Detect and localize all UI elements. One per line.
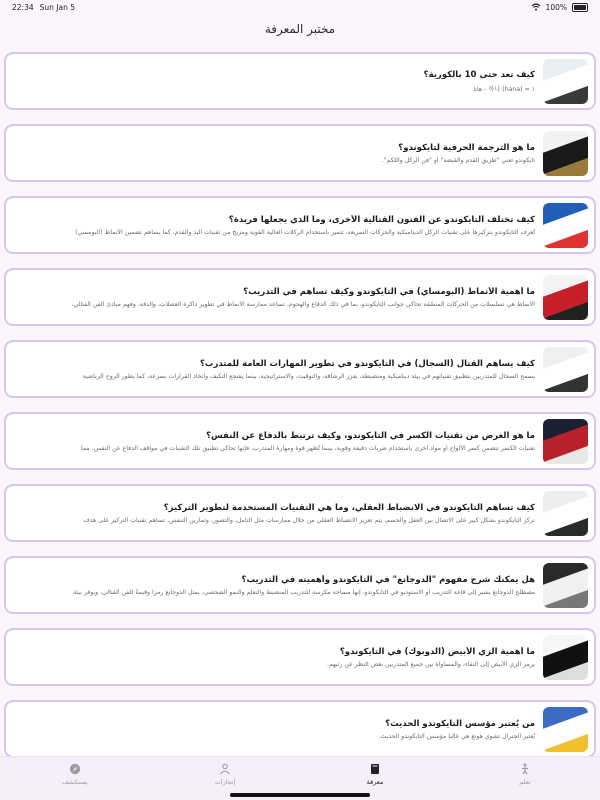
card-thumbnail [543, 635, 588, 680]
figure-icon [519, 763, 531, 775]
knowledge-card[interactable] [4, 268, 596, 326]
card-answer: يُعتبر الجنرال تشوي هونغ هي غالباً مؤسس التايكوندو الحديث. [378, 732, 535, 740]
battery-percent: 100% [545, 2, 567, 12]
knowledge-card[interactable] [4, 556, 596, 614]
card-thumbnail [543, 563, 588, 608]
card-question: كيف تعد حتى 10 بالكورية؟ [423, 69, 535, 80]
card-question: كيف تساهم التايكوندو في الانضباط العقلي، وما هي التقنيات المستخدمة لتطوير التركيز؟ [163, 502, 535, 513]
card-answer: مصطلح الدوجانغ يشير إلى قاعة التدريب أو الاستوديو في التايكوندو، إنها مساحة مكرسة للتدريب المنضبط والتعلم والنمو الشخصي، يمثل الدوجانغ رمزاً وقيمةً للفن القتالي، ويوفر بيئة [73, 588, 535, 596]
knowledge-card[interactable] [4, 196, 596, 254]
compass-icon [69, 763, 81, 775]
knowledge-card[interactable] [4, 412, 596, 470]
card-question: كيف يساهم القتال (السجال) في التايكوندو في تطوير المهارات العامة للمتدرب؟ [200, 358, 535, 369]
card-question: هل يمكنك شرح مفهوم "الدوجانغ" في التايكوندو وأهميته في التدريب؟ [241, 574, 535, 585]
card-question: ما أهمية الأنماط (البومساي) في التايكوندو وكيف تساهم في التدريب؟ [243, 286, 535, 297]
page-title: مختبر المعرفة [264, 22, 336, 36]
status-bar [0, 0, 600, 14]
person-icon [219, 763, 231, 775]
card-answer: تقنيات الكسر تتضمن كسر الألواح أو مواد أخرى باستخدام ضربات دقيقة وقوية، بينما تُظهر قوة ومهارة المتدرب، فإنها تحاكي تطبيق تلك التقنيات في مواقف الدفاع عن النفس، مما [80, 444, 535, 452]
book-icon [369, 763, 381, 775]
knowledge-card[interactable] [4, 484, 596, 542]
card-answer: يرمز الزي الأبيض إلى النقاء، والمساواة بين جميع المتدربين بغض النظر عن رتبهم. [326, 660, 535, 668]
card-thumbnail [543, 275, 588, 320]
status-date: Sun Jan 5 [39, 2, 75, 12]
knowledge-card[interactable] [4, 628, 596, 686]
battery-icon [572, 3, 588, 12]
card-question: كيف تختلف التايكوندو عن الفنون القتالية الأخرى، وما الذي يجعلها فريدة؟ [228, 214, 535, 225]
card-thumbnail [543, 491, 588, 536]
knowledge-list[interactable] [4, 52, 596, 756]
card-thumbnail [543, 707, 588, 752]
knowledge-card[interactable] [4, 124, 596, 182]
card-answer: تايكوندو تعني "طريق القدم والقبضة" أو "فن الركل واللكم". [381, 156, 535, 164]
card-answer: ١ = 하나 (hana) - هانا [473, 85, 535, 93]
knowledge-card[interactable] [4, 52, 596, 110]
card-thumbnail [543, 419, 588, 464]
tab-label: معرفة [366, 778, 384, 786]
card-answer: تُعرف التايكوندو بتركيزها على تقنيات الركل الديناميكية والحركات السريعة، تتميز باستخدام الركلات العالية القوية ومزيج من تقنيات اليد والقدم، كما يساهم تضمين الأنماط (البومسي) [75, 228, 535, 236]
card-question: من يُعتبر مؤسس التايكوندو الحديث؟ [385, 718, 535, 729]
tab-label: تعلم [519, 778, 531, 786]
tab-achievements[interactable] [185, 763, 265, 786]
card-question: ما هو الترجمة الحرفية لتايكوندو؟ [398, 142, 535, 153]
status-time: 22:34 [12, 2, 34, 12]
card-thumbnail [543, 59, 588, 104]
tab-label: يستكشف [62, 778, 88, 786]
tab-learn[interactable] [485, 763, 565, 786]
card-question: ما هو الغرض من تقنيات الكسر في التايكوندو، وكيف ترتبط بالدفاع عن النفس؟ [206, 430, 535, 441]
tab-knowledge[interactable] [335, 763, 415, 786]
knowledge-card[interactable] [4, 340, 596, 398]
card-thumbnail [543, 203, 588, 248]
page-title-bar [0, 14, 600, 44]
home-indicator [230, 793, 370, 797]
wifi-icon [531, 3, 541, 11]
card-thumbnail [543, 131, 588, 176]
knowledge-card[interactable] [4, 700, 596, 756]
tab-explore[interactable] [35, 763, 115, 786]
card-answer: الأنماط هي تسلسلات من الحركات المنسّقة تحاكي جوانب التايكوندو، بما في ذلك الدفاع والهجوم، تساعد ممارسة الأنماط في تطوير ذاكرة العضلات، والدقة، وفهم مبادئ الفن القتالي. [71, 300, 535, 308]
card-answer: يسمح السجال للمتدربين بتطبيق تقنياتهم في بيئة ديناميكية ومنضبطة، يعزز الرشاقة، والتوقيت، والاستراتيجية، بينما يشجع التكيف واتخاذ القرارات بسرعة، كما يطور الروح الرياضية [82, 372, 535, 380]
card-thumbnail [543, 347, 588, 392]
card-answer: تركز التايكوندو بشكل كبير على الاتصال بين العقل والجسم، يتم تعزيز الانضباط العقلي من خلال ممارسات مثل التأمل، والتصور، وتمارين التنفس، تساهم تقنيات التركيز على هدف [83, 516, 535, 524]
tab-label: إنجازات [214, 778, 236, 786]
card-question: ما أهمية الزي الأبيض (الدوبوك) في التايكوندو؟ [339, 646, 535, 657]
